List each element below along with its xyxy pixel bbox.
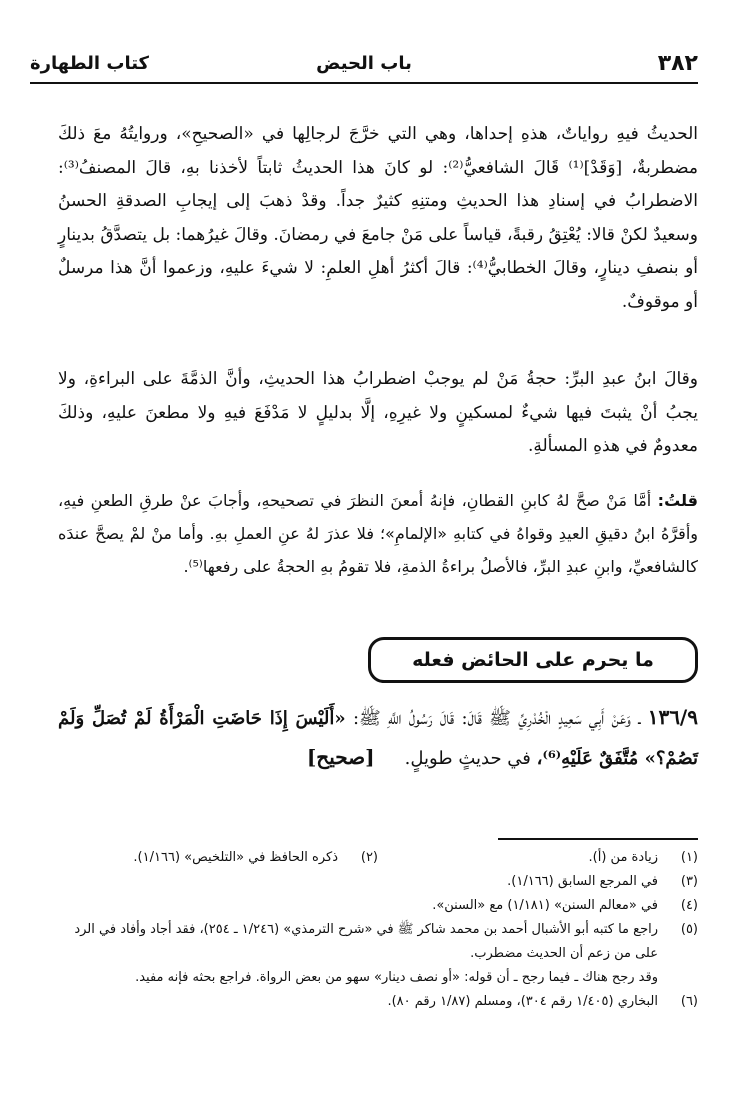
footnote-row (58, 894, 698, 918)
hadith-narration: ـ وَعَنْ أَبِي سَعِيدٍ الْخُدْرِيِّ ﷺ قَالَ: قَالَ رَسُولُ اللَّهِ ﷺ: (352, 708, 641, 729)
footnote-text: في «معالم السنن» (١/١٨١) مع «السنن». (432, 898, 658, 913)
hadith-grade: [صحيح] (306, 745, 375, 769)
footnote-text: في المرجع السابق (١/١٦٦). (507, 874, 658, 889)
footnote-number: (٢) (360, 850, 378, 865)
footnote-row (58, 846, 698, 870)
footnote-text: زيادة من (أ). (588, 850, 658, 865)
hadith-tail: في حديثٍ طويلٍ. (404, 748, 531, 769)
note-label: قلتُ: (657, 491, 699, 510)
paragraph-3-text: أمَّا مَنْ صحَّ لهُ كابنِ القطانِ، فإنهُ أمعنَ النظرَ في تصحيحهِ، وأجابَ عنْ طرقِ الطعنِ فيهِ، وأقرَّهُ ابنُ دقيقِ العيدِ وقواهُ في كتابهِ «الإلمامِ»؛ فلا عذرَ لهُ عنِ العملِ بهِ. وأما منْ لمْ يصحَّ عندَه كالشافعيِّ، وابنِ عبدِ البرِّ، فالأصلُ براءةُ الذمةِ، فلا تقومُ بهِ الحجةُ على رفعها⁽⁵⁾. (58, 491, 698, 576)
footnote-number: (١) (680, 850, 698, 865)
footnote-row (58, 966, 698, 990)
hadith-block (58, 698, 698, 778)
footnote-text: ذكره الحافظ في «التلخيص» (١/١٦٦). (133, 850, 338, 865)
footnote-number: (٥) (680, 922, 698, 937)
footnote-row (58, 990, 698, 1014)
page-header (30, 48, 698, 78)
chapter-title: باب الحيض (316, 52, 412, 74)
section-title: ما يحرم على الحائض فعله (412, 649, 654, 671)
footnote-number: (٣) (680, 874, 698, 889)
footnote-text: وقد رجح هناك ـ فيما رجح ـ أن قوله: «أو نصف دينار» سهو من بعض الرواة. فراجع بحثه فإنه مفيد. (135, 970, 658, 985)
section-heading (368, 637, 698, 683)
paragraph-3 (58, 484, 698, 583)
footnote-text: البخاري (١/٤٠٥ رقم ٣٠٤)، ومسلم (١/٨٧ رقم ٨٠). (387, 994, 658, 1009)
paragraph-2: وقالَ ابنُ عبدِ البرِّ: حجةُ مَنْ لم يوجبْ اضطرابُ هذا الحديثِ، وأنَّ الذمَّةَ على البراءةِ، ولا يجبُ أنْ يثبتَ فيها شيءٌ لمسكينٍ ولا غيرِهِ، إلَّا بدليلٍ لا مَدْفَعَ فيهِ ولا مطعنَ عليهِ، وذلكَ معدومٌ في هذهِ المسألةِ. (58, 369, 698, 456)
footnote-number: (٤) (680, 898, 698, 913)
hadith-matn: «أَلَيْسَ إِذَا حَاضَتِ الْمَرْأَةُ لَمْ تُصَلِّ وَلَمْ تَصُمْ؟» مُتَّفَقٌ عَلَيْهِ⁽⁶⁾، (58, 708, 698, 769)
footnote-number: (٦) (680, 994, 698, 1009)
page-number: ٣٨٢ (657, 50, 698, 76)
footnote-divider (498, 838, 698, 840)
header-divider (30, 82, 698, 84)
hadith-number: ١٣٦/٩ (647, 705, 698, 729)
book-title: كتاب الطهارة (30, 52, 150, 74)
footnotes (58, 846, 698, 1014)
footnote-row (58, 870, 698, 894)
paragraph-1: الحديثُ فيهِ رواياتٌ، هذهِ إحداها، وهي التي خرَّجَ لرجالِها في «الصحيحِ»، وروايتُهُ معَ ذلكَ مضطربةٌ، [وَقَدْ]⁽¹⁾ قَالَ الشافعيُّ⁽²⁾: لو كانَ هذا الحديثُ ثابتاً لأخذنا بهِ، قالَ المصنفُ⁽³⁾: الاضطرابُ في إسنادِ هذا الحديثِ ومتنِهِ كثيرٌ جداً. وقدْ ذهبَ إلى إيجابِ الصدقةِ الحسنُ وسعيدٌ لكنْ قالا: يُعْتِقُ رقبةً، قياساً على مَنْ جامعَ في رمضانَ. وقالَ غيرُهما: بل يتصدَّقُ بدينارٍ أو بنصفِ دينارٍ، وقالَ الخطابيُّ⁽⁴⁾: قالَ أكثرُ أهلِ العلمِ: لا شيءَ عليهِ، وزعموا أنَّ هذا مرسلٌ أو موقوفٌ. (58, 124, 699, 312)
footnote-text: راجع ما كتبه أبو الأشبال أحمد بن محمد شاكر ﷺ في «شرح الترمذي» (١/٢٤٦ ـ ٢٥٤)، فقد أجاد وأفاد في الرد على من زعم أن الحديث مضطرب. (74, 922, 658, 961)
footnote-row (58, 918, 698, 966)
